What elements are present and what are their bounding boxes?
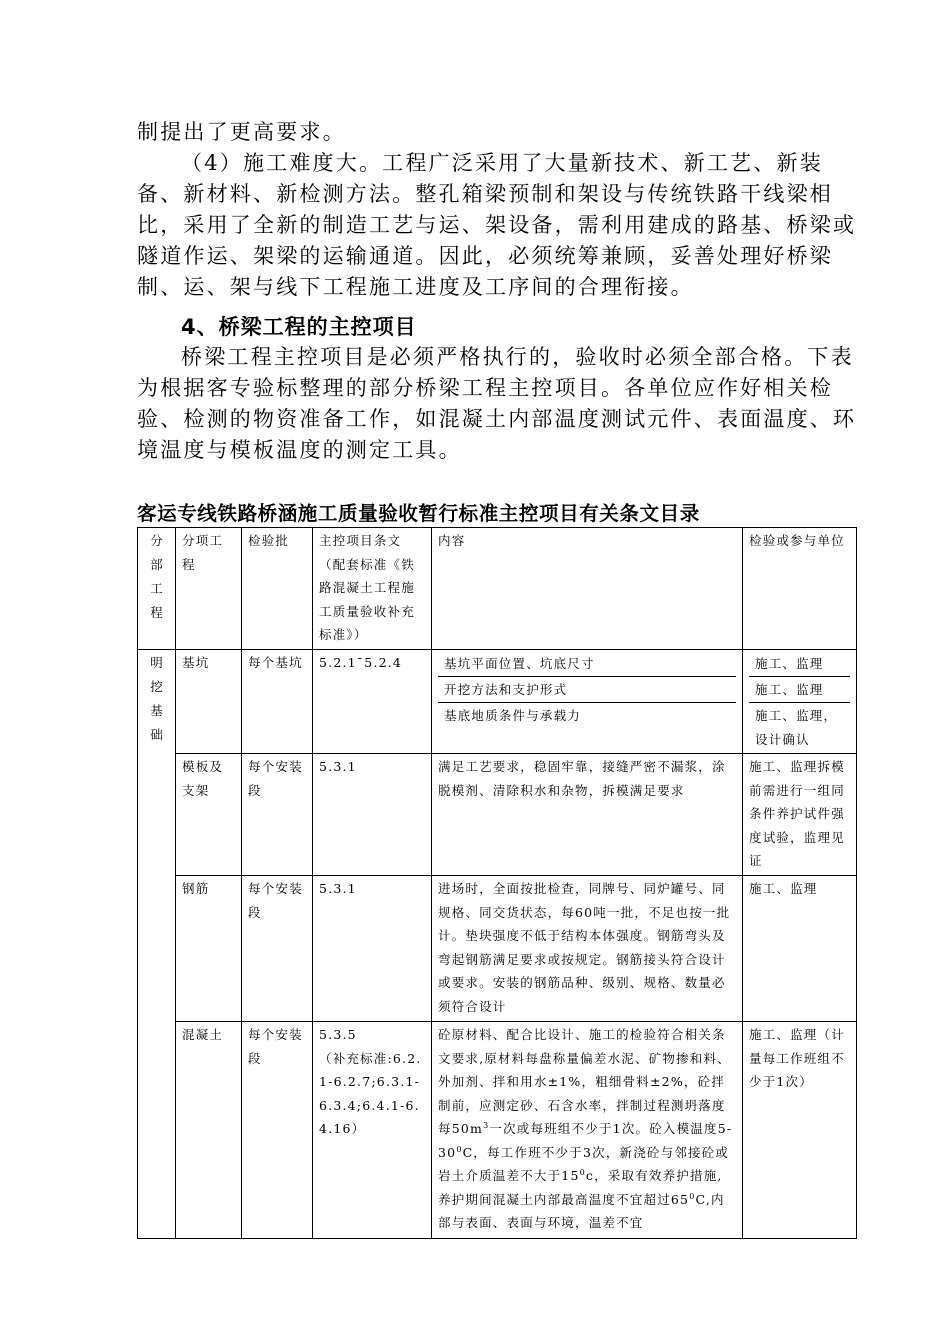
- clause-cell: 5.2.1¯5.2.4: [313, 650, 432, 754]
- batch-cell: 每个安装段: [242, 1022, 313, 1239]
- clause-main: 5.3.5: [319, 1027, 357, 1042]
- content-subrow: 基坑平面位置、坑底尺寸: [438, 651, 736, 677]
- header-sub: 分项工程: [176, 528, 242, 650]
- table-header-row: [138, 528, 857, 650]
- content-part: 砼原材料、配合比设计、施工的检验符合相关条文要求,原材料每盘称量偏差水泥、矿物掺和料、外加剂、拌和用水±1%，粗细骨料±2%，砼拌制前，应测定砂、石含水率，拌制过程测坍落度每50m: [438, 1027, 731, 1136]
- superscript: 0: [689, 1191, 696, 1201]
- unit-cell: 施工、监理: [743, 876, 857, 1022]
- content-cell: 满足工艺要求，稳固牢靠，接缝严密不漏浆，涂脱模剂、清除积水和杂物，拆模满足要求: [432, 754, 743, 876]
- header-unit: 检验或参与单位: [743, 528, 857, 650]
- table-title: 客运专线铁路桥涵施工质量验收暂行标准主控项目有关条文目录: [137, 502, 700, 525]
- content-cell: [432, 650, 743, 754]
- unit-subrow: 施工、监理: [749, 651, 850, 677]
- header-clause: 主控项目条文（配套标准《铁路混凝土工程施工质量验收补充标准》）: [313, 528, 432, 650]
- section-heading: 4、桥梁工程的主控项目: [181, 315, 417, 339]
- batch-cell: 每个安装段: [242, 876, 313, 1022]
- sub-cell: 钢筋: [176, 876, 242, 1022]
- content-part: C，每工作班不少于3次，新浇砼与邻接砼或岩土介质温差不大于15: [438, 1144, 730, 1183]
- content-cell: [432, 1022, 743, 1239]
- clause-cell: 5.3.1: [313, 754, 432, 876]
- table-row: [138, 876, 857, 1022]
- content-part: c，采取有效养护措施,养护期间混凝土内部最高温度不宜超过65: [438, 1168, 723, 1207]
- content-subrow: 基底地质条件与承载力: [444, 708, 582, 723]
- content-part: C,内部与表面、表面与环境，温差不宜: [438, 1191, 725, 1230]
- batch-cell: 每个安装段: [242, 754, 313, 876]
- clause-cell: 5.3.1: [313, 876, 432, 1022]
- sub-cell: 模板及支架: [176, 754, 242, 876]
- content-part: 一次或每班组不少于1次。砼入模温度5-30: [438, 1121, 733, 1160]
- table-row: [138, 1022, 857, 1239]
- clause-supplement: （补充标准:6.2.1-6.2.7;6.3.1-6.3.4;6.4.1-6.4.16）: [319, 1050, 422, 1136]
- unit-cell: [743, 650, 857, 754]
- content-subrow: 开挖方法和支护形式: [438, 677, 736, 703]
- superscript: 0: [579, 1167, 586, 1177]
- superscript: 3: [483, 1120, 490, 1130]
- paragraph-continuation: 制提出了更高要求。: [137, 120, 346, 144]
- paragraph-main-control-items: 桥梁工程主控项目是必须严格执行的，验收时必须全部合格。下表为根据客专验标整理的部分桥梁工程主控项目。各单位应作好相关检验、检测的物资准备工作，如混凝土内部温度测试元件、表面温度、环境温度与模板温度的测定工具。: [137, 345, 857, 462]
- unit-subrow: 施工、监理，设计确认: [755, 708, 838, 747]
- header-part: 分部工程: [138, 528, 176, 650]
- batch-cell: 每个基坑: [242, 650, 313, 754]
- acceptance-standard-table: [137, 527, 857, 1239]
- header-batch: 检验批: [242, 528, 313, 650]
- sub-cell: 基坑: [176, 650, 242, 754]
- table-row: [138, 650, 857, 754]
- sub-cell: 混凝土: [176, 1022, 242, 1239]
- content-cell: 进场时，全面按批检查，同牌号、同炉罐号、同规格、同交货状态，每60吨一批，不足也按一批计。垫块强度不低于结构本体强度。钢筋弯头及弯起钢筋满足要求或按规定。钢筋接头符合设计或要求。安装的钢筋品种、级别、规格、数量必须符合设计: [432, 876, 743, 1022]
- unit-cell: 施工、监理拆模前需进行一组同条件养护试件强度试验，监理见证: [743, 754, 857, 876]
- part-cell: 明挖基础: [138, 650, 176, 1239]
- superscript: 0: [456, 1144, 463, 1154]
- clause-cell: [313, 1022, 432, 1239]
- unit-cell: 施工、监理（计量每工作班组不少于1次）: [743, 1022, 857, 1239]
- header-content: 内容: [432, 528, 743, 650]
- paragraph-construction-difficulty: （4）施工难度大。工程广泛采用了大量新技术、新工艺、新装备、新材料、新检测方法。整孔箱梁预制和架设与传统铁路干线梁相比，采用了全新的制造工艺与运、架设备，需利用建成的路基、桥梁或隧道作运、架梁的运输通道。因此，必须统筹兼顾，妥善处理好桥梁制、运、架与线下工程施工进度及工序间的合理衔接。: [137, 151, 857, 299]
- unit-subrow: 施工、监理: [749, 677, 850, 703]
- table-row: [138, 754, 857, 876]
